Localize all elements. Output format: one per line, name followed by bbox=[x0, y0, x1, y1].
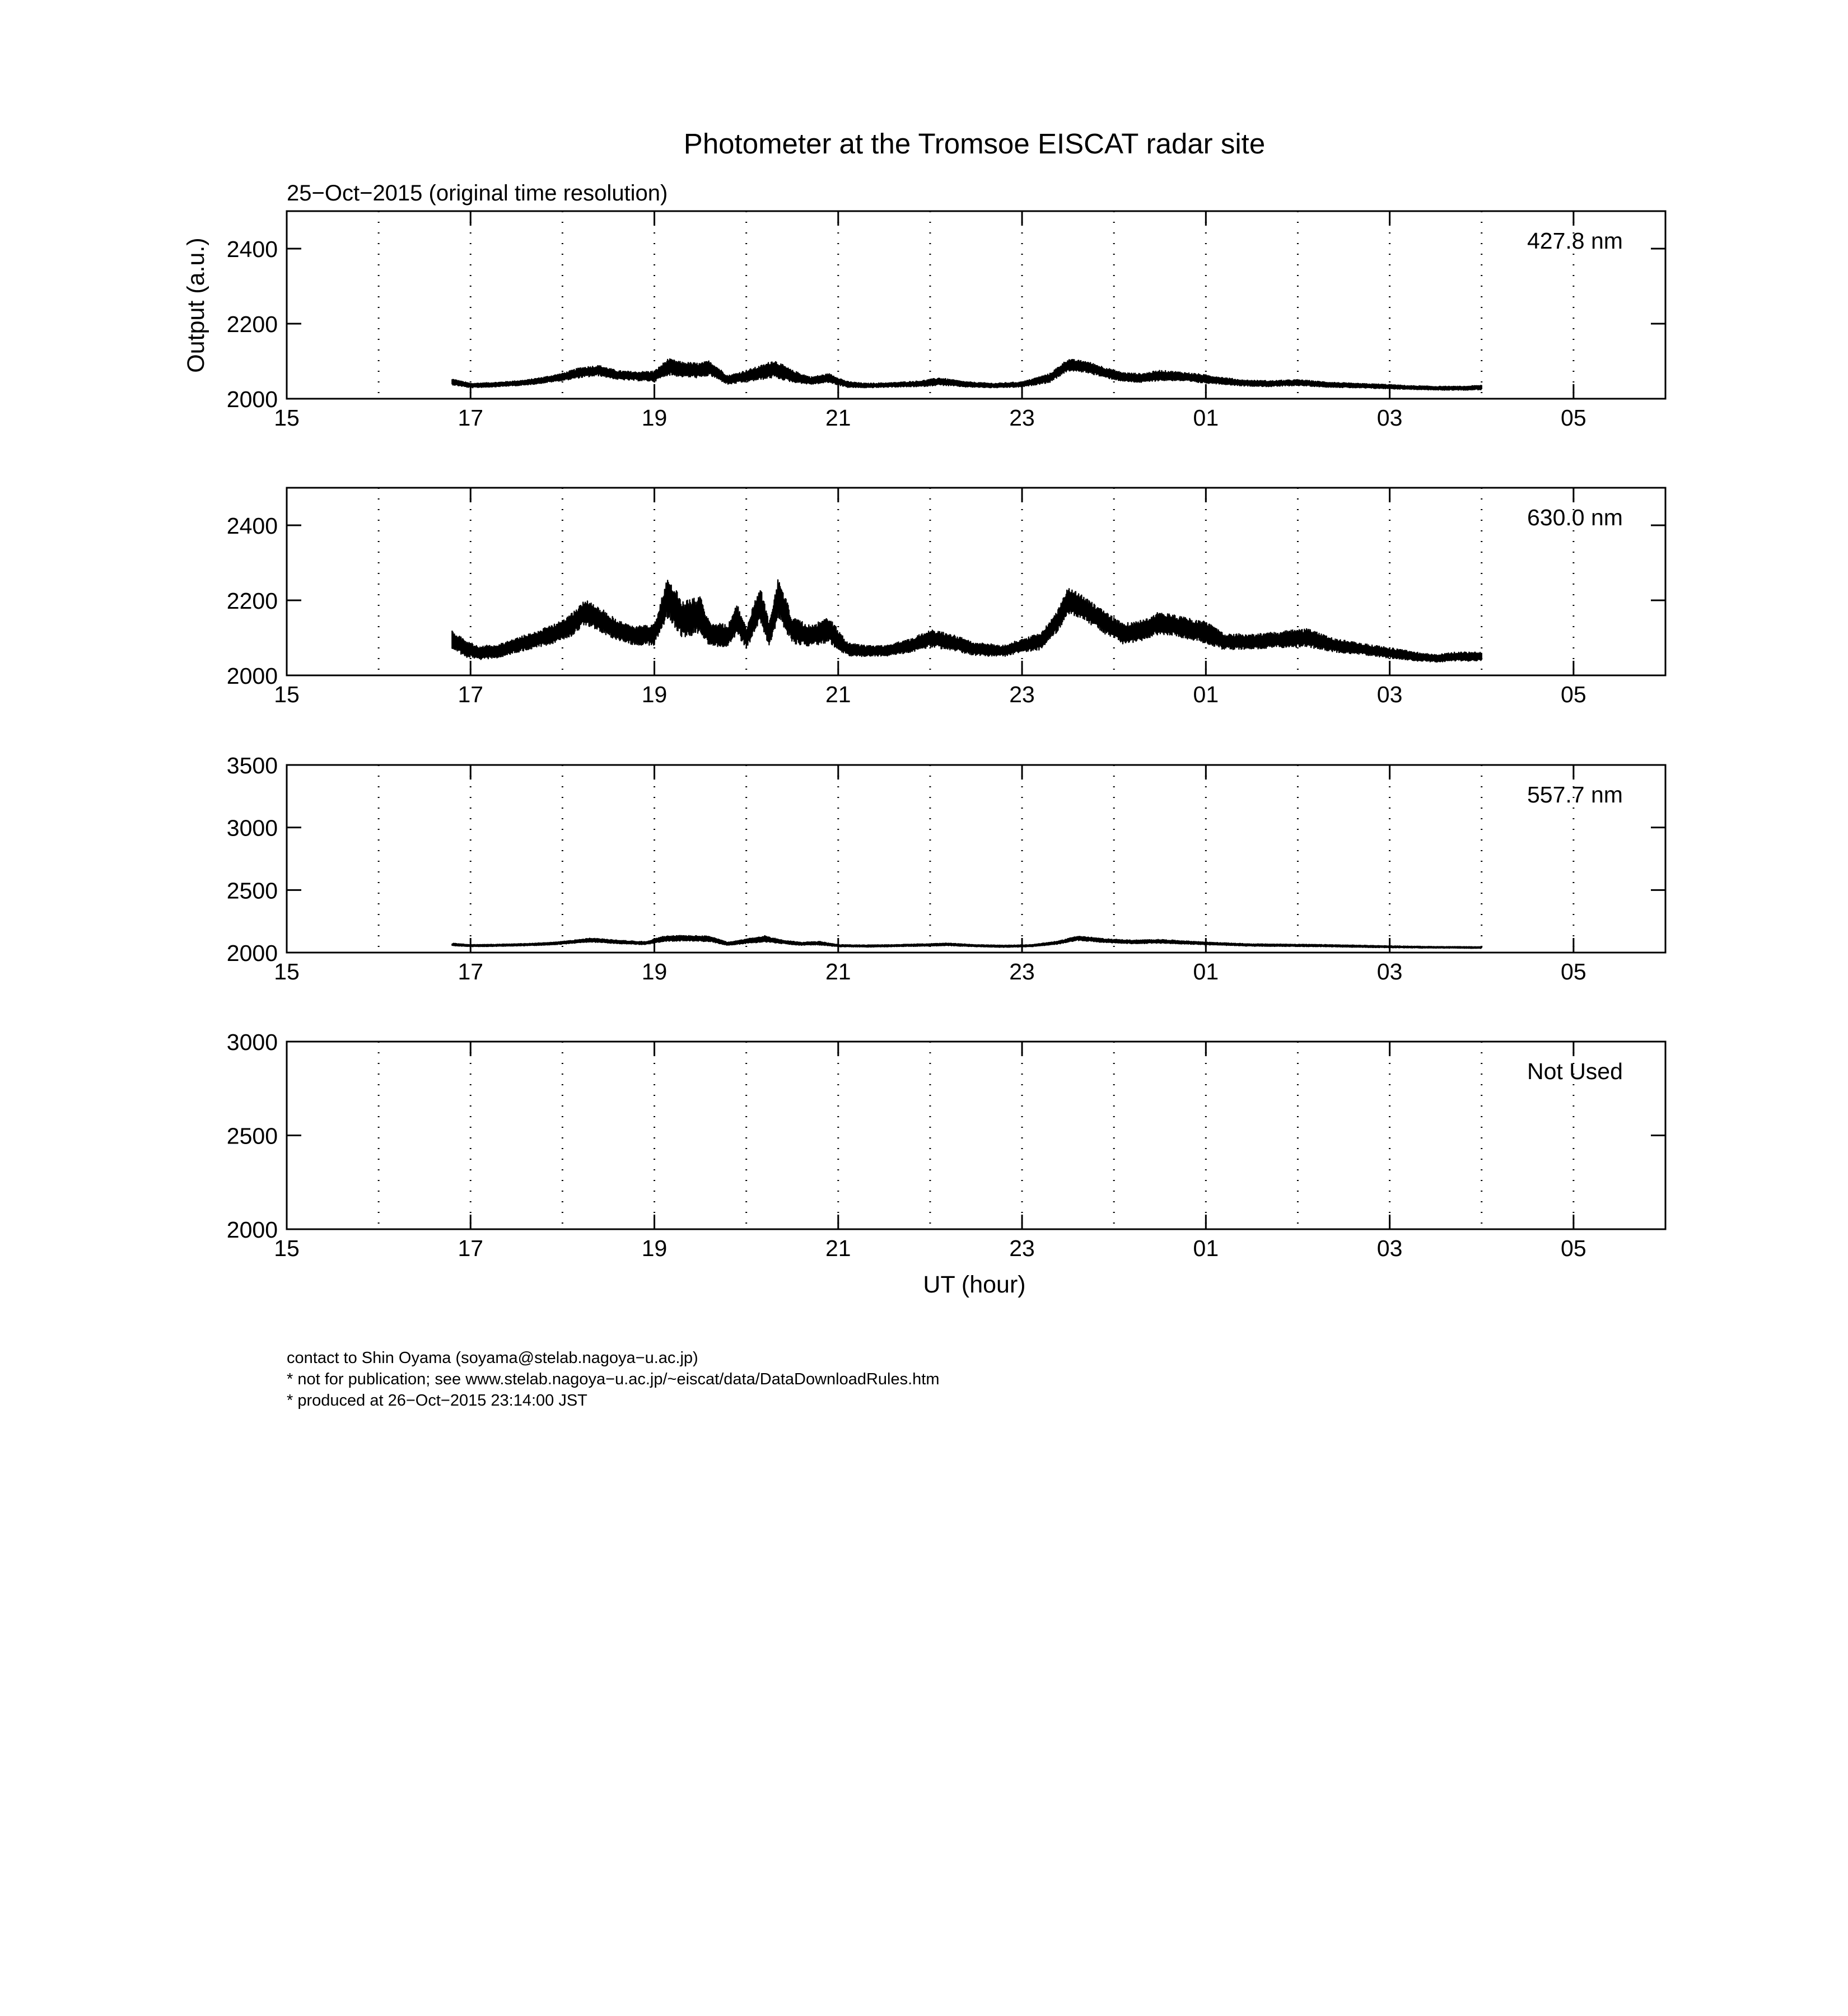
x-tick-label: 05 bbox=[1561, 1235, 1586, 1261]
x-tick-label: 05 bbox=[1561, 959, 1586, 984]
x-tick-label: 15 bbox=[274, 959, 300, 984]
panel-2 bbox=[227, 488, 1665, 707]
y-tick-label: 2500 bbox=[226, 878, 278, 904]
x-tick-label: 01 bbox=[1193, 405, 1219, 431]
x-tick-label: 15 bbox=[274, 405, 300, 431]
x-tick-label: 21 bbox=[825, 405, 851, 431]
plot-frame bbox=[287, 1042, 1665, 1229]
x-tick-label: 01 bbox=[1193, 682, 1219, 707]
x-tick-label: 21 bbox=[825, 682, 851, 707]
y-tick-label: 3000 bbox=[226, 815, 278, 841]
panel-4 bbox=[227, 1029, 1665, 1261]
y-tick-label: 2000 bbox=[226, 663, 278, 689]
x-tick-label: 23 bbox=[1009, 959, 1035, 984]
panel-channel-label: Not Used bbox=[1527, 1058, 1623, 1084]
y-tick-label: 2000 bbox=[226, 1217, 278, 1243]
x-tick-label: 01 bbox=[1193, 1235, 1219, 1261]
series-trace bbox=[452, 359, 1481, 390]
y-tick-label: 3000 bbox=[226, 1029, 278, 1055]
footer-publication-note: * not for publication; see www.stelab.nagoya−u.ac.jp/~eiscat/data/DataDownloadRules.htm bbox=[287, 1370, 940, 1388]
y-tick-label: 2000 bbox=[226, 940, 278, 966]
x-tick-label: 17 bbox=[458, 959, 484, 984]
y-tick-label: 2400 bbox=[226, 236, 278, 262]
x-tick-label: 17 bbox=[458, 682, 484, 707]
x-tick-label: 19 bbox=[641, 959, 668, 984]
plot-frame bbox=[287, 765, 1665, 953]
y-tick-label: 3500 bbox=[226, 753, 278, 778]
x-tick-label: 19 bbox=[641, 405, 668, 431]
panel-channel-label: 427.8 nm bbox=[1527, 228, 1623, 254]
x-tick-label: 03 bbox=[1376, 1235, 1403, 1261]
x-tick-label: 03 bbox=[1376, 405, 1403, 431]
x-tick-label: 15 bbox=[274, 1235, 300, 1261]
panel-3 bbox=[227, 753, 1665, 984]
panels-group bbox=[227, 211, 1665, 1261]
x-tick-label: 05 bbox=[1561, 682, 1586, 707]
footer-produced-note: * produced at 26−Oct−2015 23:14:00 JST bbox=[287, 1392, 587, 1410]
footer-contact: contact to Shin Oyama (soyama@stelab.nagoya−u.ac.jp) bbox=[287, 1349, 698, 1367]
x-tick-label: 21 bbox=[825, 1235, 851, 1261]
panel-channel-label: 630.0 nm bbox=[1527, 505, 1623, 530]
series-trace bbox=[452, 936, 1481, 949]
x-tick-label: 03 bbox=[1376, 682, 1403, 707]
plot-frame bbox=[287, 211, 1665, 399]
x-tick-label: 19 bbox=[641, 682, 668, 707]
x-axis-label: UT (hour) bbox=[923, 1271, 1026, 1298]
x-tick-label: 17 bbox=[458, 405, 484, 431]
y-tick-label: 2200 bbox=[226, 311, 278, 337]
chart-subtitle: 25−Oct−2015 (original time resolution) bbox=[287, 181, 668, 206]
y-tick-label: 2200 bbox=[226, 588, 278, 614]
x-tick-label: 15 bbox=[274, 682, 300, 707]
x-tick-label: 01 bbox=[1193, 959, 1219, 984]
footer-notes bbox=[287, 1347, 940, 1411]
x-tick-label: 23 bbox=[1009, 682, 1035, 707]
x-tick-label: 21 bbox=[825, 959, 851, 984]
y-tick-label: 2000 bbox=[226, 386, 278, 412]
x-tick-label: 23 bbox=[1009, 1235, 1035, 1261]
x-tick-label: 17 bbox=[458, 1235, 484, 1261]
panel-1 bbox=[227, 211, 1665, 431]
y-tick-label: 2400 bbox=[226, 513, 278, 539]
chart-title: Photometer at the Tromsoe EISCAT radar site bbox=[683, 128, 1266, 160]
series-trace bbox=[452, 580, 1481, 662]
panel-channel-label: 557.7 nm bbox=[1527, 782, 1623, 808]
x-tick-label: 03 bbox=[1376, 959, 1403, 984]
y-tick-label: 2500 bbox=[226, 1123, 278, 1149]
y-axis-label: Output (a.u.) bbox=[183, 237, 209, 373]
x-tick-label: 05 bbox=[1561, 405, 1586, 431]
x-tick-label: 19 bbox=[641, 1235, 668, 1261]
x-tick-label: 23 bbox=[1009, 405, 1035, 431]
